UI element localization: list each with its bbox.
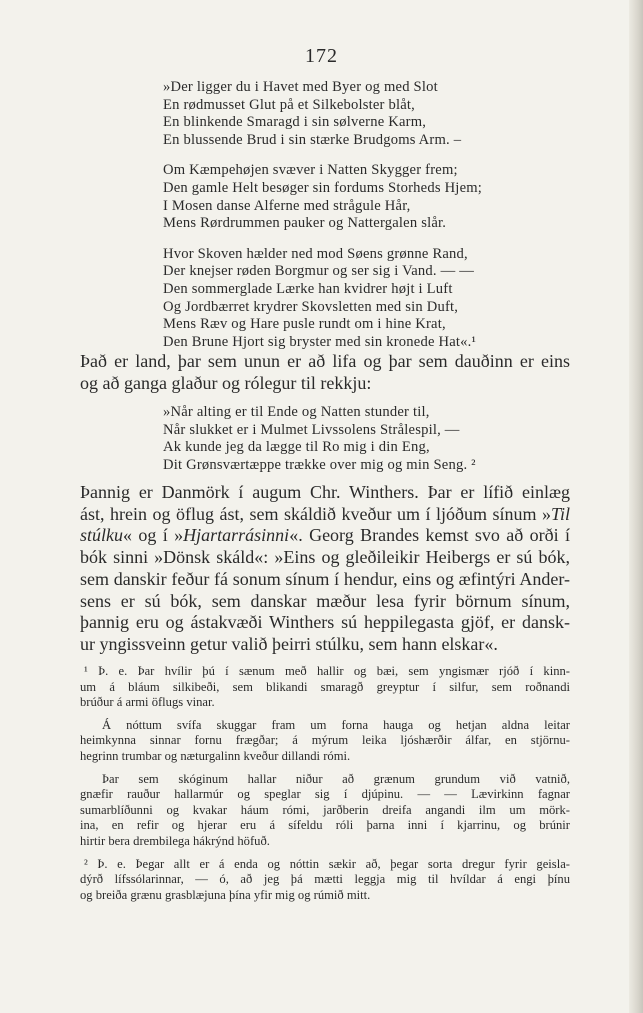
poem-line: Om Kæmpehøjen svæver i Natten Skygger frem; (163, 162, 458, 179)
poem-line: Den sommerglade Lærke han kvidrer højt i Luft (163, 280, 453, 297)
poem-line: En rødmusset Glut på et Silkebolster blåt, (163, 96, 415, 113)
prose-line: stúlku« og í »Hjartarrásinni«. Georg Brandes kemst svo að orði í (80, 525, 570, 546)
poem-line: Ak kunde jeg da lægge til Ro mig i din Eng, (163, 439, 430, 456)
footnote-1 (80, 664, 570, 711)
footnote-line: brúður á armi öflugs vinar. (80, 695, 215, 710)
prose-line: ást, hrein og öflug ást, sem skáldið kveður um í ljóðum sínum »Til (80, 503, 570, 524)
prose-line: sens er sú bók, sem danskar mæður lesa fyrir börnum sínum, (80, 590, 570, 611)
title-hjartarrasinni: Hjartarrásinni (183, 525, 290, 546)
poem-line: Den gamle Helt besøger sin fordums Storheds Hjem; (163, 179, 483, 196)
footnotes (80, 664, 570, 910)
page-edge (629, 0, 643, 1013)
footnote-line: sumarblíðunni og kvakar háum rómi, jarðberin dreifa angandi ilm um mörk- (80, 802, 570, 817)
poem-line: »Når alting er til Ende og Natten stunder til, (163, 404, 430, 420)
footnote-divider (80, 651, 140, 652)
footnote-line: Á nóttum svífa skuggar fram um forna hauga og hetjan aldna leitar (102, 717, 570, 732)
poem-line: Der knejser røden Borgmur og ser sig i Vand. — — (163, 263, 475, 280)
prose-line: þannig eru og ástakvæði Winthers sú heppilegasta gjöf, er dansk- (80, 612, 570, 633)
poem-line: »Der ligger du i Havet med Byer og med Slot (163, 79, 438, 95)
footnote-line: heimkynna sinnar fornu frægðar; á mýrum leika ljóshærðir álfar, en stjörnu- (80, 733, 570, 748)
prose-line: Þannig er Danmörk í augum Chr. Winthers. Þar er lífið einlæg (80, 482, 570, 502)
footnote-line: gnæfir rauður hallarmúr og speglar sig í djúpinu. — — Lævirkinn fagnar (80, 787, 570, 802)
footnote-line: um á bláum silkibeði, sem blikandi smaragð greyptur í silfur, sem roðnandi (80, 679, 570, 694)
footnote-line: Þar sem skóginum hallar niður að grænum grundum við vatnið, (102, 771, 570, 786)
poem-line: Og Jordbærret krydrer Skovsletten med sin Duft, (163, 298, 459, 315)
poem-line: Dit Grønsværtæppe trække over mig og min Seng. ² (163, 456, 476, 473)
prose-line: ur yngissveinn getur valið þeirri stúlku, sem hann elskar«. (80, 633, 498, 654)
footnote-line: ina, en refir og hjerar eru á sífeldu róli þarna inni í kjarrinu, og brúnir (80, 818, 570, 833)
prose-paragraph-2 (80, 482, 570, 656)
poem-danish-1 (163, 79, 482, 351)
prose-paragraph-1 (80, 351, 570, 394)
poem-line: Mens Rørdrummen pauker og Nattergalen slår. (163, 215, 447, 232)
footnote-2 (80, 857, 570, 904)
poem-line: Når slukket er i Mulmet Livssolens Strålespil, — (163, 421, 460, 438)
poem-line: I Mosen danse Alferne med strågule Hår, (163, 197, 411, 214)
poem-danish-2 (163, 404, 476, 474)
footnote-line: ² Þ. e. Þegar allt er á enda og nóttin sækir að, þegar sorta dregur fyrir geisla- (84, 856, 570, 871)
footnote-line: hegrinn trumbar og næturgalinn kveður dillandi rómi. (80, 748, 351, 763)
poem-line: En blinkende Smaragd i sin sølverne Karm, (163, 114, 427, 131)
footnote-line: dýrð lífssólarinnar, — ó, að jeg þá mætti leggja mig til hvíldar á engi þínu (80, 872, 570, 887)
poem-line: Den Brune Hjort sig bryster med sin kronede Hat«.¹ (163, 333, 477, 350)
footnote-line: hirtir bera drembilega hákrýnd höfuð. (80, 833, 270, 848)
prose-line: sem danskir feður fá sonum sínum í hendur, eins og æfintýri Ander- (80, 568, 570, 589)
poem-line: Hvor Skoven hælder ned mod Søens grønne Rand, (163, 245, 468, 262)
title-til-stulku: Til (550, 503, 570, 524)
footnote-line: og breiða grænu grasblæjuna þína yfir mig og rúmið mitt. (80, 887, 371, 902)
page-number: 172 (305, 45, 338, 67)
prose-line: og að ganga glaður og rólegur til rekkju: (80, 372, 372, 393)
poem-line: Mens Ræv og Hare pusle rundt om i hine Krat, (163, 316, 446, 333)
prose-line: bók sinni »Dönsk skáld«: »Eins og gleðileikir Heibergs er sú bók, (80, 547, 570, 568)
footnote-line: ¹ Þ. e. Þar hvílir þú í sænum með hallir og bæi, sem yngismær rjóð í kinn- (84, 664, 570, 678)
prose-line: Það er land, þar sem unun er að lifa og þar sem dauðinn er eins (80, 351, 570, 371)
footnote-1-paragraph-3 (80, 772, 570, 850)
poem-line: En blussende Brud i sin stærke Brudgoms Arm. – (163, 131, 462, 148)
footnote-1-paragraph-2 (80, 718, 570, 765)
